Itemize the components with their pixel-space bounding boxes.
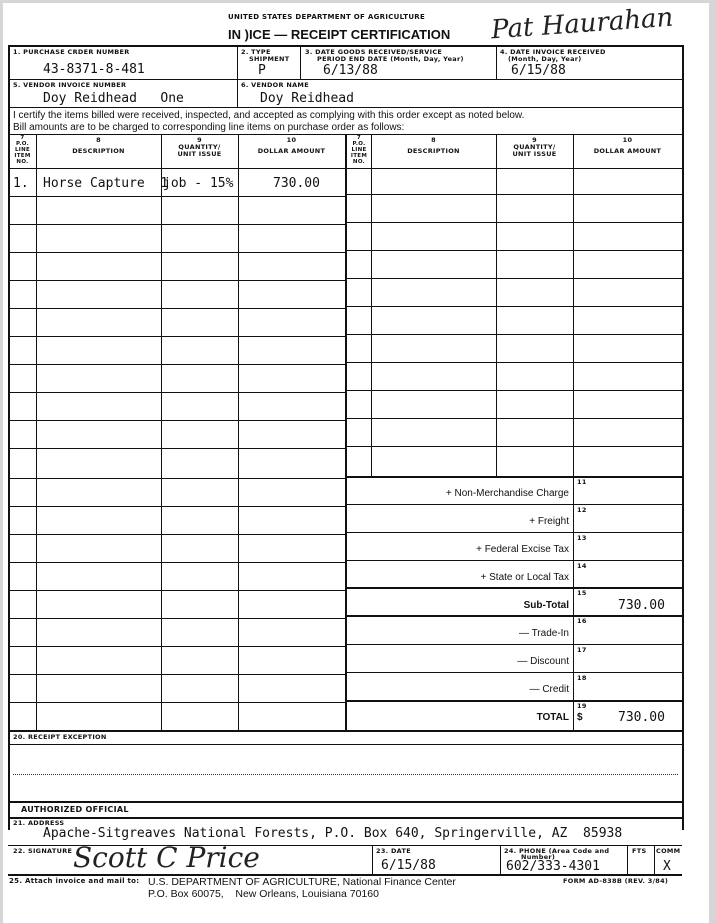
row-1-amount[interactable]: 730.00 bbox=[273, 176, 320, 191]
receipt-exception-label: 20. RECEIPT EXCEPTION bbox=[13, 733, 107, 741]
address-label: 21. ADDRESS bbox=[13, 819, 65, 827]
divider bbox=[496, 134, 497, 476]
divider bbox=[573, 134, 574, 732]
trade-in-label: — Trade-In bbox=[518, 628, 569, 639]
charge-13-num: 13 bbox=[577, 534, 587, 542]
col-description-header-right: 8 DESCRIPTION bbox=[407, 136, 460, 155]
row-1-quantity[interactable]: job - 15% bbox=[163, 176, 234, 191]
sub-total-label: Sub-Total bbox=[523, 600, 569, 611]
divider bbox=[242, 45, 494, 47]
date-goods-label-2: PERIOD END DATE (Month, Day, Year) bbox=[317, 55, 464, 63]
divider bbox=[496, 45, 497, 79]
charge-16-num: 16 bbox=[577, 617, 587, 625]
invoice-receipt-form bbox=[3, 3, 709, 923]
certify-text: I certify the items billed were received, inspected, and accepted as complying with this order except as noted below. bbox=[13, 110, 525, 121]
col-quantity-header: 9 QUANTITY/ UNIT ISSUE bbox=[177, 136, 222, 158]
bill-text: Bill amounts are to be charged to corresponding line items on purchase order as follows: bbox=[13, 122, 405, 133]
divider bbox=[237, 45, 238, 107]
credit-label: — Credit bbox=[529, 684, 569, 695]
charge-15-num: 15 bbox=[577, 589, 587, 597]
date-goods-label: 3. DATE GOODS RECEIVED/SERVICE bbox=[305, 48, 443, 56]
form-id: FORM AD-838B (REV. 3/84) bbox=[563, 877, 669, 885]
date-goods-field[interactable]: 6/13/88 bbox=[323, 63, 378, 78]
divider bbox=[8, 45, 242, 47]
sub-total-value[interactable]: 730.00 bbox=[618, 598, 665, 613]
top-signature: Pat Haurahan bbox=[490, 2, 675, 46]
date-invoice-label: 4. DATE INVOICE RECEIVED bbox=[500, 48, 606, 56]
mail-to-line-1: U.S. DEPARTMENT OF AGRICULTURE, National Finance Center bbox=[148, 876, 456, 888]
receipt-exception-field[interactable] bbox=[13, 774, 678, 775]
freight-label: + Freight bbox=[529, 516, 569, 527]
vendor-invoice-label: 5. VENDOR INVOICE NUMBER bbox=[13, 81, 127, 89]
address-field[interactable]: Apache-Sitgreaves National Forests, P.O. Box 640, Springerville, AZ 85938 bbox=[43, 826, 623, 841]
col-description-header: 8 DESCRIPTION bbox=[72, 136, 125, 155]
divider bbox=[345, 134, 347, 732]
col-line-item-header-right: 7 P.O. LINE ITEM NO. bbox=[350, 135, 368, 165]
agency-name: UNITED STATES DEPARTMENT OF AGRICULTURE bbox=[228, 13, 426, 21]
col-amount-header: 10 DOLLAR AMOUNT bbox=[257, 136, 326, 155]
form-title: IN )ICE — RECEIPT CERTIFICATION bbox=[228, 27, 451, 42]
federal-excise-tax-label: + Federal Excise Tax bbox=[476, 544, 569, 555]
type-shipment-field[interactable]: P bbox=[258, 63, 266, 78]
divider bbox=[8, 107, 682, 108]
col-amount-header-right: 10 DOLLAR AMOUNT bbox=[593, 136, 662, 155]
date-field[interactable]: 6/15/88 bbox=[381, 858, 436, 873]
row-1-description[interactable]: Horse Capture 1 bbox=[43, 176, 169, 191]
divider bbox=[682, 45, 684, 830]
charge-11-num: 11 bbox=[577, 478, 587, 486]
charge-17-num: 17 bbox=[577, 646, 587, 654]
authorized-official-heading: AUTHORIZED OFFICIAL bbox=[21, 805, 129, 814]
divider bbox=[300, 45, 301, 79]
signature-field[interactable]: Scott C Price bbox=[73, 841, 260, 874]
mail-to-line-2: P.O. Box 60075, New Orleans, Louisiana 70160 bbox=[148, 888, 379, 900]
col-line-item-header: 7 P.O. LINE ITEM NO. bbox=[14, 135, 31, 165]
purchase-order-label: 1. PURCHASE CRDER NUMBER bbox=[13, 48, 130, 56]
phone-field[interactable]: 602/333-4301 bbox=[506, 859, 600, 874]
type-shipment-label-2: SHIPMENT bbox=[249, 55, 290, 63]
discount-label: — Discount bbox=[517, 656, 569, 667]
total-value[interactable]: 730.00 bbox=[618, 710, 665, 725]
mail-to-label: 25. Attach invoice and mail to: bbox=[9, 877, 140, 885]
divider bbox=[371, 134, 372, 476]
purchase-order-field[interactable]: 43-8371-8-481 bbox=[43, 62, 145, 77]
divider bbox=[8, 79, 682, 80]
signature-label: 22. SIGNATURE bbox=[13, 847, 73, 855]
charge-12-num: 12 bbox=[577, 506, 587, 514]
col-quantity-header-right: 9 QUANTITY/ UNIT ISSUE bbox=[512, 136, 557, 158]
comm-label: COMM bbox=[656, 847, 681, 855]
charge-18-num: 18 bbox=[577, 674, 587, 682]
phone-label: 24. PHONE (Area Code and bbox=[504, 847, 610, 855]
type-shipment-label: 2. TYPE bbox=[241, 48, 271, 56]
total-currency: $ bbox=[577, 712, 583, 723]
charge-14-num: 14 bbox=[577, 562, 587, 570]
date-label: 23. DATE bbox=[376, 847, 411, 855]
date-invoice-field[interactable]: 6/15/88 bbox=[511, 63, 566, 78]
phone-label-2: Number) bbox=[521, 853, 556, 861]
total-label: TOTAL bbox=[536, 712, 569, 723]
row-1-line-no[interactable]: 1. bbox=[13, 176, 29, 191]
fts-label: FTS bbox=[632, 847, 647, 855]
vendor-name-field[interactable]: Doy Reidhead bbox=[260, 91, 354, 106]
non-merchandise-charge-label: + Non-Merchandise Charge bbox=[445, 488, 569, 499]
vendor-name-label: 6. VENDOR NAME bbox=[241, 81, 309, 89]
state-local-tax-label: + State or Local Tax bbox=[480, 572, 569, 583]
divider bbox=[494, 45, 682, 47]
vendor-invoice-field[interactable]: Doy Reidhead One bbox=[43, 91, 184, 106]
charge-19-num: 19 bbox=[577, 702, 587, 710]
comm-checkbox[interactable]: X bbox=[663, 859, 671, 874]
date-invoice-label-2: (Month, Day, Year) bbox=[508, 55, 582, 63]
